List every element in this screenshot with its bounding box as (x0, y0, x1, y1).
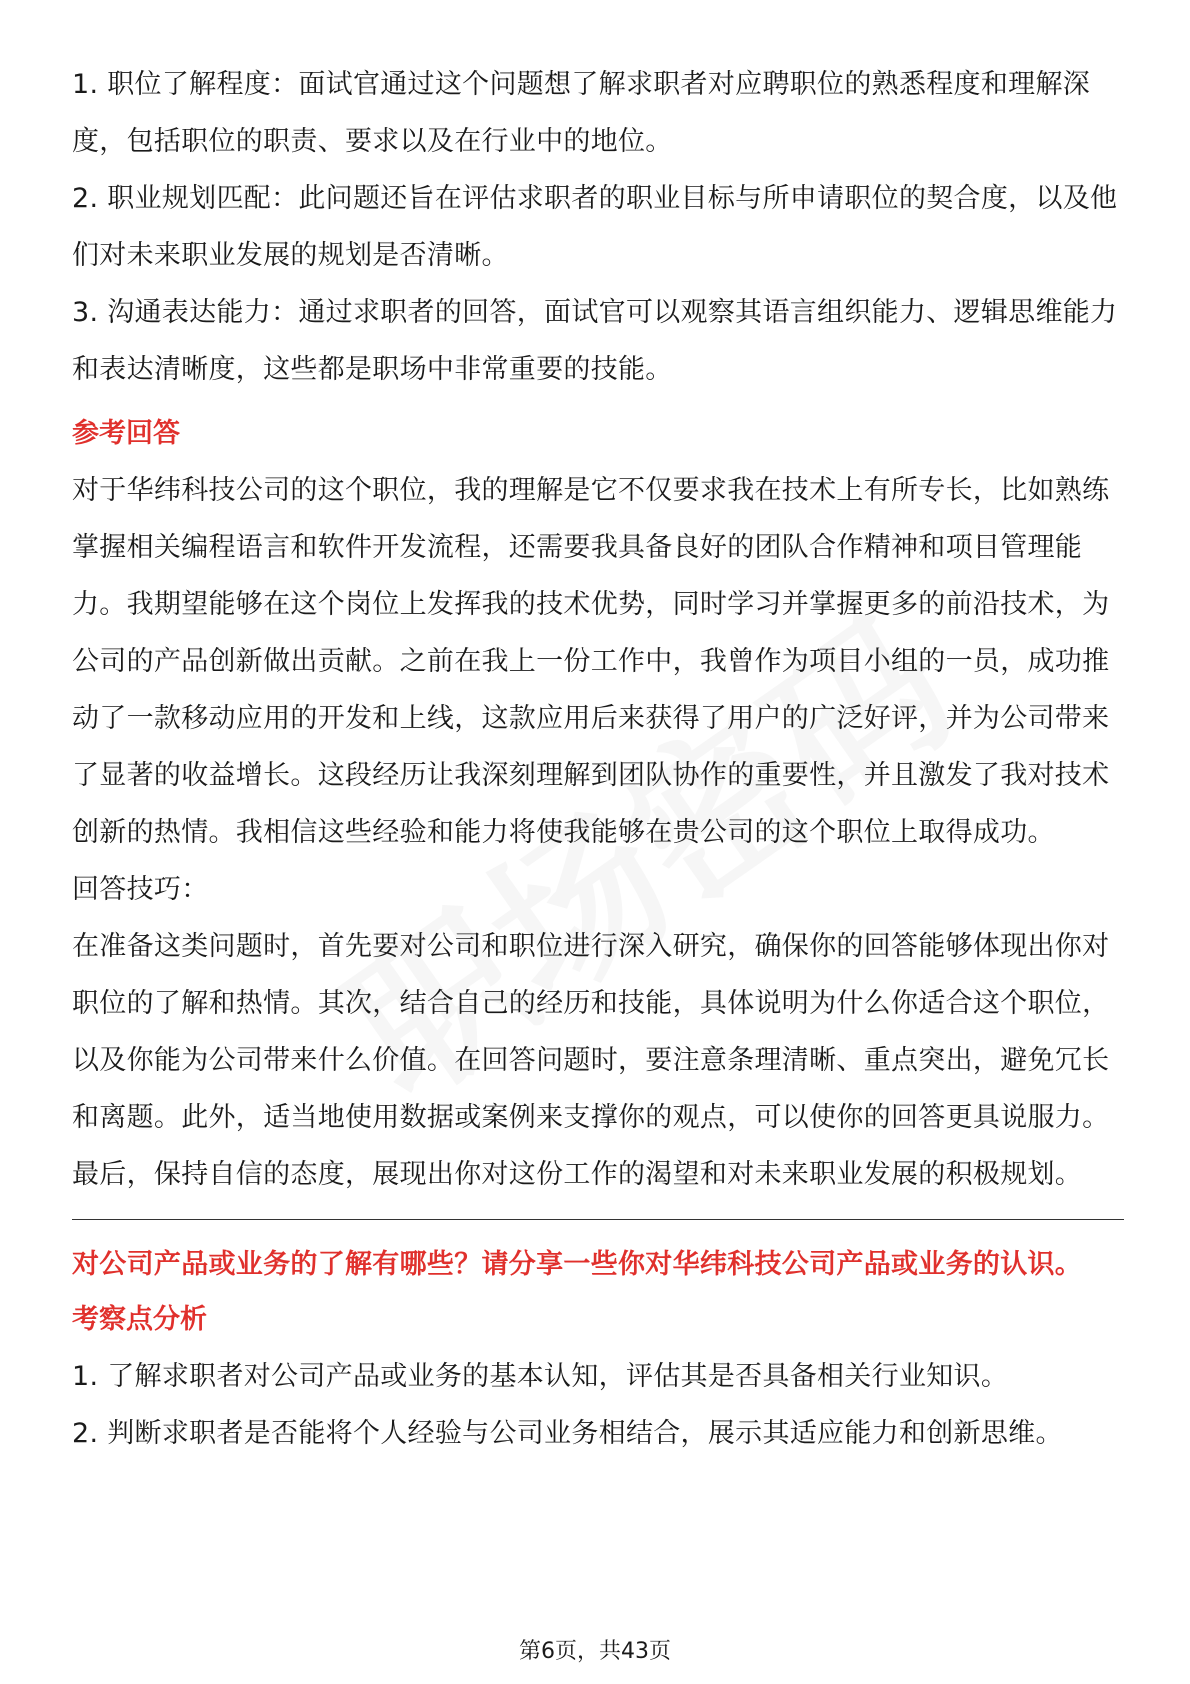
analysis-list-item: 1. 了解求职者对公司产品或业务的基本认知，评估其是否具备相关行业知识。 (72, 1361, 1009, 1392)
intro-list (72, 56, 1122, 398)
analysis-list-item: 2. 判断求职者是否能将个人经验与公司业务相结合，展示其适应能力和创新思维。 (72, 1418, 1063, 1449)
intro-list-item: 2. 职业规划匹配：此问题还旨在评估求职者的职业目标与所申请职位的契合度，以及他们对未来职业发展的规划是否清晰。 (72, 183, 1118, 271)
reference-answer: 对于华纬科技公司的这个职位，我的理解是它不仅要求我在技术上有所专长，比如熟练掌握相关编程语言和软件开发流程，还需要我具备良好的团队合作精神和项目管理能力。我期望能够在这个岗位上发挥我的技术优势，同时学习并掌握更多的前沿技术，为公司的产品创新做出贡献。之前在我上一份工作中，我曾作为项目小组的一员，成功推动了一款移动应用的开发和上线，这款应用后来获得了用户的广泛好评，并为公司带来了显著的收益增长。这段经历让我深刻理解到团队协作的重要性，并且激发了我对技术创新的热情。我相信这些经验和能力将使我能够在贵公司的这个职位上取得成功。 (72, 475, 1110, 848)
tips-text: 在准备这类问题时，首先要对公司和职位进行深入研究，确保你的回答能够体现出你对职位的了解和热情。其次，结合自己的经历和技能，具体说明为什么你适合这个职位，以及你能为公司带来什么价值。在回答问题时，要注意条理清晰、重点突出，避免冗长和离题。此外，适当地使用数据或案例来支撑你的观点，可以使你的回答更具说服力。最后，保持自信的态度，展现出你对这份工作的渴望和对未来职业发展的积极规划。 (72, 931, 1110, 1190)
page-content (72, 56, 1122, 1462)
reference-heading: 参考回答 (72, 418, 180, 449)
analysis-heading: 考察点分析 (72, 1304, 207, 1335)
next-question: 对公司产品或业务的了解有哪些？请分享一些你对华纬科技公司产品或业务的认识。 (72, 1249, 1083, 1280)
intro-list-item: 3. 沟通表达能力：通过求职者的回答，面试官可以观察其语言组织能力、逻辑思维能力和表达清晰度，这些都是职场中非常重要的技能。 (72, 297, 1118, 385)
section-divider (72, 1219, 1124, 1220)
page-footer: 第6页，共43页 (519, 1639, 671, 1664)
intro-list-item: 1. 职位了解程度：面试官通过这个问题想了解求职者对应聘职位的熟悉程度和理解深度，包括职位的职责、要求以及在行业中的地位。 (72, 69, 1091, 157)
analysis-list (72, 1348, 1122, 1462)
tips-label: 回答技巧： (72, 874, 209, 905)
